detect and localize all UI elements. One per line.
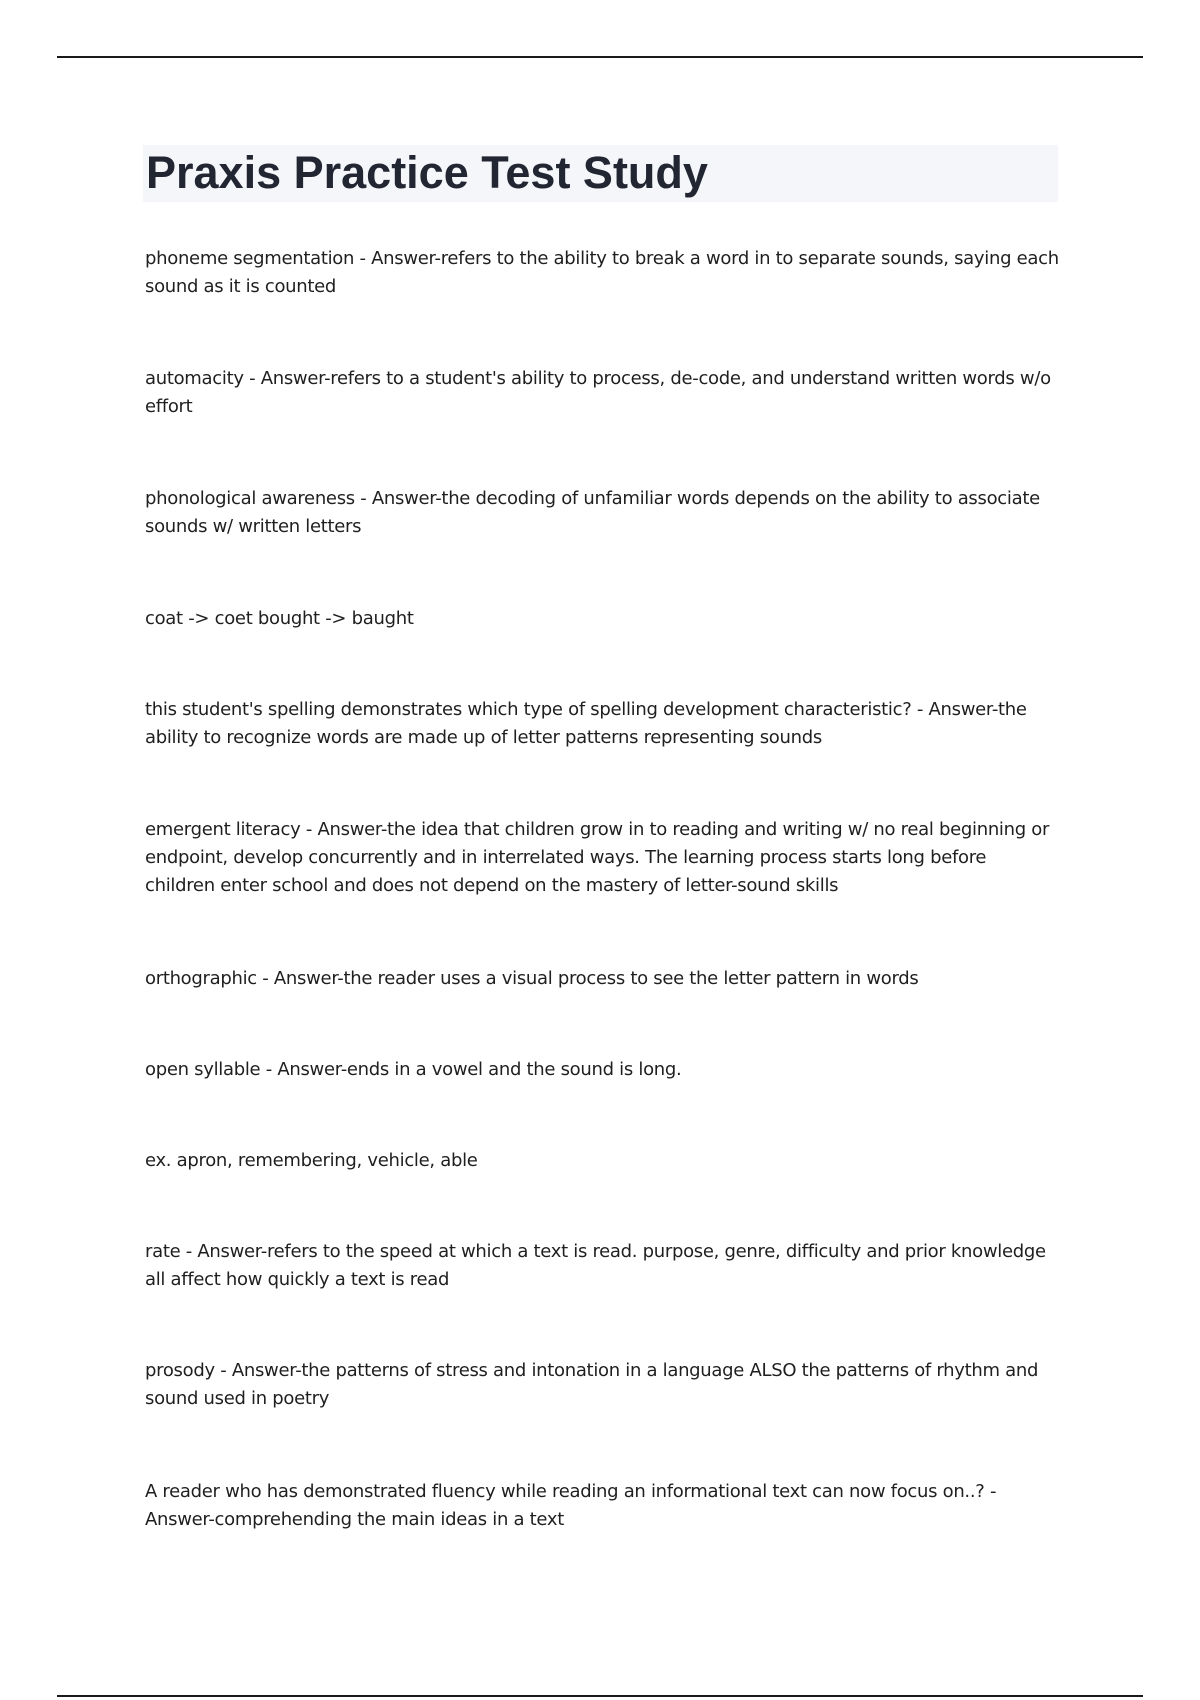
entry-spelling-development: this student's spelling demonstrates which type of spelling development characteristic? - Answer-the ability to recognize words are made up of letter patterns representing sounds bbox=[145, 699, 1027, 748]
entry-emergent-literacy: emergent literacy - Answer-the idea that children grow in to reading and writing w/ no real beginning or endpoint, develop concurrently and in interrelated ways. The learning process starts long before children enter school and does not depend on the mastery of letter-sound skills bbox=[145, 819, 1050, 896]
entry-phonological-awareness: phonological awareness - Answer-the decoding of unfamiliar words depends on the ability to associate sounds w/ written letters bbox=[145, 488, 1040, 537]
entry-spelling-example: coat -> coet bought -> baught bbox=[145, 608, 414, 629]
entry-prosody: prosody - Answer-the patterns of stress and intonation in a language ALSO the patterns of rhythm and sound used in poetry bbox=[145, 1360, 1039, 1409]
entry-open-syllable: open syllable - Answer-ends in a vowel and the sound is long. bbox=[145, 1059, 682, 1080]
entry-orthographic: orthographic - Answer-the reader uses a visual process to see the letter pattern in words bbox=[145, 968, 919, 989]
bottom-divider bbox=[57, 1695, 1143, 1697]
entry-rate: rate - Answer-refers to the speed at which a text is read. purpose, genre, difficulty and prior knowledge all affect how quickly a text is read bbox=[145, 1241, 1046, 1290]
top-divider bbox=[57, 56, 1143, 58]
page-title: Praxis Practice Test Study bbox=[146, 147, 708, 198]
entry-automacity: automacity - Answer-refers to a student's ability to process, de-code, and understand written words w/o effort bbox=[145, 368, 1051, 417]
entry-phoneme-segmentation: phoneme segmentation - Answer-refers to the ability to break a word in to separate sounds, saying each sound as it is counted bbox=[145, 248, 1059, 297]
entry-open-syllable-examples: ex. apron, remembering, vehicle, able bbox=[145, 1150, 478, 1171]
entry-fluency-question: A reader who has demonstrated fluency while reading an informational text can now focus on..? - Answer-comprehending the main ideas in a text bbox=[145, 1481, 997, 1530]
title-banner bbox=[143, 145, 1058, 202]
